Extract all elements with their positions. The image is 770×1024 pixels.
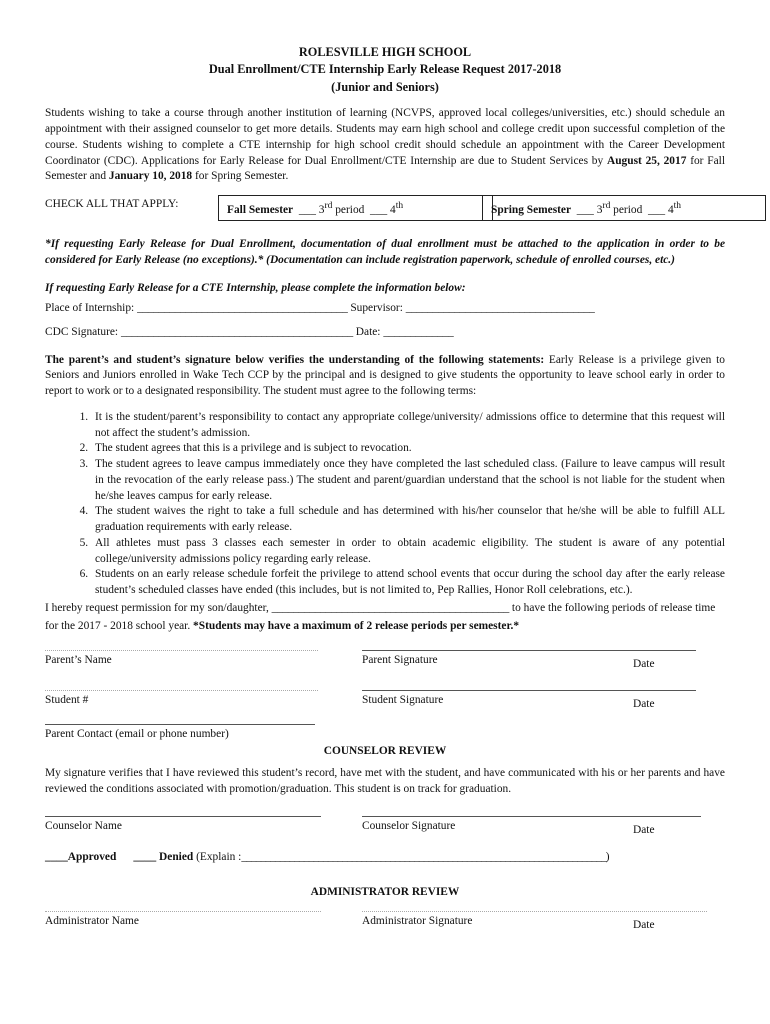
- student-number-line[interactable]: [45, 690, 318, 691]
- counselor-statement: My signature verifies that I have reviewed this student’s record, have met with the student, and have communicated with his or her parents and have reviewed the conditions associated with promotion/graduation. This student is on track for graduation.: [45, 767, 725, 795]
- fall-4th-number: 4: [390, 203, 396, 216]
- fall-semester-box: [218, 195, 493, 221]
- denied-checkbox[interactable]: ____: [133, 850, 157, 863]
- spring-deadline: January 10, 2018: [108, 170, 193, 183]
- counselor-signature-line[interactable]: [362, 816, 701, 817]
- administrator-name-label: Administrator Name: [45, 915, 139, 928]
- student-date-label: Date: [633, 697, 655, 710]
- supervisor-label: Supervisor:: [347, 302, 406, 315]
- dual-note-rest: (Documentation can include registration paperwork, schedule of enrolled courses, etc.): [263, 253, 675, 266]
- counselor-name-label: Counselor Name: [45, 819, 122, 832]
- fall-3rd-number: 3: [318, 203, 325, 216]
- max-periods-note: *Students may have a maximum of 2 release periods per semester.*: [193, 620, 520, 633]
- counselor-review-heading: COUNSELOR REVIEW: [323, 745, 447, 758]
- spring-4th-checkbox[interactable]: ___: [647, 203, 666, 216]
- parent-contact-row: [45, 724, 725, 743]
- cdc-date-field[interactable]: _____________: [383, 325, 454, 338]
- check-all-label: CHECK ALL THAT APPLY:: [45, 198, 179, 211]
- spring-3rd-checkbox[interactable]: ___: [576, 203, 594, 216]
- spring-period-label: period: [610, 203, 643, 216]
- term-item: 6. Students on an early release schedule forfeit the privilege to attend school events that occur during the school day after the early release student’s scheduled classes have ended (this includes, but is not limited to, Pep Rallies, Honor Roll celebrations, etc.).: [91, 567, 725, 598]
- explain-label: (Explain :: [193, 850, 242, 863]
- student-signature-line[interactable]: [362, 690, 696, 691]
- counselor-signature-label: Counselor Signature: [362, 819, 456, 832]
- dual-note-main: *If requesting Early Release for Dual Enrollment, documentation of dual enrollment must be attached to the application in order to be considered for Early Release (no exceptions).*: [45, 238, 725, 266]
- fall-deadline: August 25, 2017: [606, 154, 687, 167]
- term-item: 1. It is the student/parent’s responsibility to contact any appropriate college/university/ admissions office to determine that this request will not affect the student’s admission.: [91, 410, 725, 441]
- spring-semester-box: [482, 195, 766, 221]
- cdc-signature-field[interactable]: ___________________________________________: [120, 325, 353, 338]
- cte-heading: If requesting Early Release for a CTE Internship, please complete the information below:: [45, 281, 466, 294]
- form-title: Dual Enrollment/CTE Internship Early Release Request 2017-2018: [208, 62, 562, 77]
- student-signature-label: Student Signature: [362, 693, 444, 706]
- cdc-signature-label: CDC Signature:: [45, 325, 121, 338]
- son-daughter-field[interactable]: ____________________________________________: [271, 601, 510, 614]
- term-item: 2. The student agrees that this is a privilege and is subject to revocation.: [91, 441, 725, 457]
- intro-end: for Spring Semester.: [192, 170, 289, 183]
- counselor-date-label: Date: [633, 823, 655, 836]
- approved-label: Approved: [67, 850, 117, 863]
- statement-paragraph: [45, 353, 725, 400]
- fall-4th-checkbox[interactable]: ___: [370, 203, 388, 216]
- parent-signature-label: Parent Signature: [362, 653, 438, 666]
- administrator-review-heading: ADMINISTRATOR REVIEW: [310, 886, 460, 899]
- term-item: 5. All athletes must pass 3 classes each semester in order to obtain academic eligibility. The student is aware of any potential college/university admissions policy regarding early release.: [91, 536, 725, 567]
- spring-4th-number: 4: [667, 203, 674, 216]
- parent-date-label: Date: [633, 657, 655, 670]
- spring-4th-suffix: th: [673, 201, 682, 212]
- dual-enrollment-note: [45, 237, 725, 268]
- place-of-internship-label: Place of Internship:: [45, 302, 138, 315]
- spring-3rd-number: 3: [596, 203, 603, 216]
- parent-signature-line[interactable]: [362, 650, 696, 651]
- form-header: [45, 44, 725, 96]
- cdc-line: [45, 325, 725, 341]
- spring-semester-label: Spring Semester: [491, 203, 572, 216]
- school-name: ROLESVILLE HIGH SCHOOL: [298, 45, 472, 59]
- counselor-name-line[interactable]: [45, 816, 321, 817]
- parent-contact-label: Parent Contact (email or phone number): [45, 727, 229, 740]
- spring-3rd-suffix: rd: [602, 201, 611, 212]
- parent-contact-line[interactable]: [45, 724, 315, 725]
- fall-3rd-suffix: rd: [324, 201, 333, 212]
- administrator-signature-label: Administrator Signature: [362, 915, 473, 928]
- intro-paragraph: [45, 106, 725, 185]
- parent-name-line[interactable]: [45, 650, 318, 651]
- statement-rest: Early Release is a privilege given to Seniors and Juniors enrolled in Wake Tech CCP by the principal and is designed to give students the opportunity to leave school early in order to report to work or to a designated responsibility. The student must agree to the following terms:: [45, 353, 725, 398]
- semester-check-row: [45, 197, 725, 233]
- cdc-date-label: Date:: [352, 325, 384, 338]
- request-text-1: I hereby request permission for my son/daughter,: [45, 601, 272, 614]
- form-page: [45, 44, 725, 951]
- explain-field[interactable]: ____________________________________________________________________________: [241, 850, 606, 863]
- parent-signature-row: [45, 650, 725, 690]
- fall-period-label: period: [332, 203, 365, 216]
- term-item: 3. The student agrees to leave campus immediately once they have completed the last scheduled class. (Failure to leave campus will result in the revocation of the early release pass.) The student and parent/guardian understand that the school is not liable for the student when he/she leaves campus for early release.: [91, 457, 725, 504]
- administrator-date-label: Date: [633, 919, 655, 932]
- terms-list: [45, 410, 725, 599]
- request-paragraph: [45, 599, 725, 636]
- administrator-signature-row: [45, 911, 725, 951]
- counselor-signature-row: [45, 816, 725, 856]
- fall-3rd-checkbox[interactable]: ___: [298, 203, 316, 216]
- request-text-2: to have the following periods of release time for the 2017 - 2018 school year.: [45, 601, 716, 633]
- internship-line: [45, 301, 725, 317]
- term-item: 4. The student waives the right to take a full schedule and has determined with his/her counselor that he/she will be able to fulfill ALL graduation requirements with early release.: [91, 504, 725, 535]
- explain-close: ): [605, 850, 610, 863]
- form-subtitle: (Junior and Seniors): [331, 79, 439, 94]
- fall-4th-suffix: th: [395, 201, 404, 212]
- student-number-label: Student #: [45, 693, 89, 706]
- place-of-internship-field[interactable]: _______________________________________: [137, 302, 348, 315]
- approved-checkbox[interactable]: ____: [45, 850, 68, 863]
- fall-semester-label: Fall Semester: [227, 203, 294, 216]
- intro-text: Students wishing to take a course through another institution of learning (NCVPS, approved local colleges/universities, etc.) should schedule an appointment with their assigned counselor to get more details. Students may earn high school and college credit upon successful completion of the course. Students wishing to complete a CTE internship for high school credit should schedule an appointment with the Career Development Coordinator (CDC). Applications for Early Release for Dual Enrollment/CTE Internship are due to Student Services by: [45, 107, 725, 167]
- administrator-name-line[interactable]: [45, 911, 321, 912]
- denied-label: Denied: [159, 850, 194, 863]
- intro-mid: for Fall Semester and: [45, 154, 725, 183]
- statement-bold: The parent’s and student’s signature below verifies the understanding of the following statements:: [45, 353, 545, 366]
- administrator-signature-line[interactable]: [362, 911, 707, 912]
- supervisor-field[interactable]: ___________________________________: [405, 302, 595, 315]
- parent-name-label: Parent’s Name: [45, 653, 112, 666]
